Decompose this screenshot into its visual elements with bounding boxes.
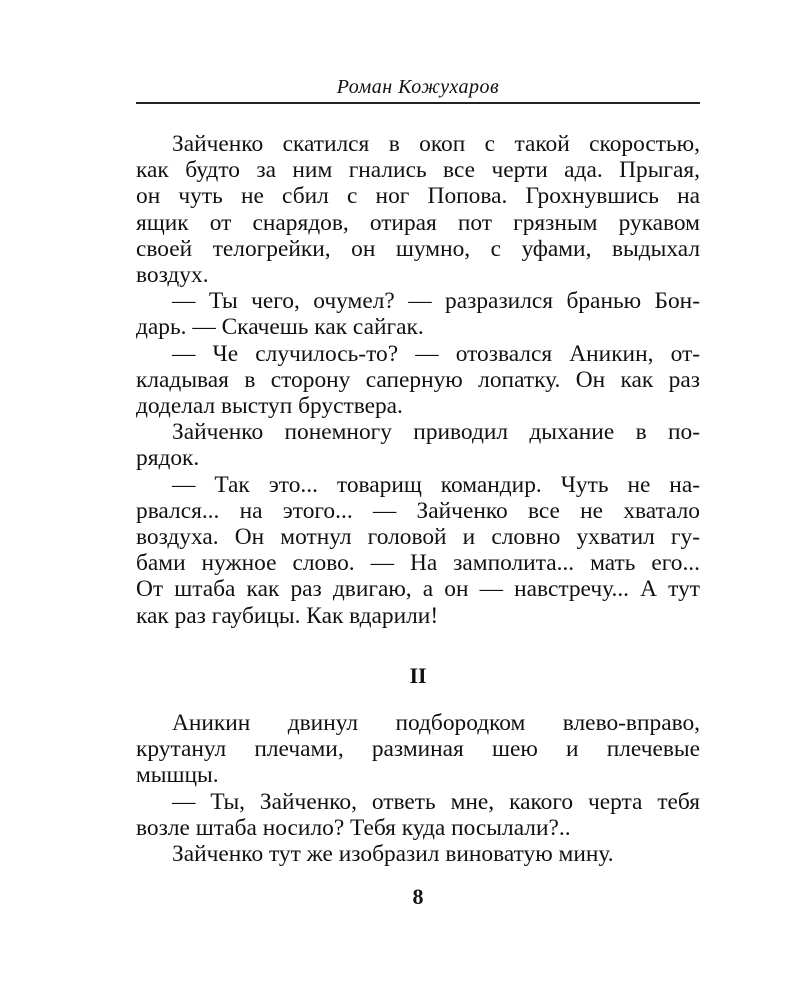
text-line: — Ты чего, очумел? — разразился бранью Бон- xyxy=(172,288,700,315)
text-line: — Че случилось-то? — отозвался Аникин, от- xyxy=(172,340,700,367)
text-line: — Ты, Зайченко, ответь мне, какого черта тебя xyxy=(172,788,700,815)
text-line: воздух. xyxy=(136,262,209,289)
text-line: Зайченко скатился в окоп с такой скоростью, xyxy=(172,131,700,157)
text-line: как будто за ним гнались все черти ада. Прыгая, xyxy=(136,157,700,184)
text-line: мышцы. xyxy=(136,762,219,789)
text-line: воздуха. Он мотнул головой и словно ухватил гу- xyxy=(136,524,700,551)
text-line: Зайченко тут же изобразил виноватую мину. xyxy=(172,841,614,868)
page-number: 8 xyxy=(412,884,424,909)
text-line: Зайченко понемногу приводил дыхание в по- xyxy=(172,419,700,446)
text-line: возле штаба носило? Тебя куда посылали?.. xyxy=(136,814,571,841)
text-line: ящик от снарядов, отирая пот грязным рукавом xyxy=(136,209,700,236)
text-line: — Так это... товарищ командир. Чуть не на- xyxy=(172,471,700,498)
text-line: как раз гаубицы. Как вдарили! xyxy=(136,602,439,629)
body-text-bottom xyxy=(136,710,700,867)
text-line: рядок. xyxy=(136,445,200,472)
header-rule xyxy=(136,102,700,104)
text-line: своей телогрейки, он шумно, с уфами, выдыхал xyxy=(136,235,700,262)
body-text-top xyxy=(136,131,700,629)
text-line: дарь. — Скачешь как сайгак. xyxy=(136,314,424,341)
text-line: От штаба как раз двигаю, а он — навстречу... А тут xyxy=(136,576,700,603)
text-line: Аникин двинул подбородком влево-вправо, xyxy=(172,710,700,736)
text-line: кладывая в сторону саперную лопатку. Он как раз xyxy=(136,366,700,393)
text-line: рвался... на этого... — Зайченко все не хватало xyxy=(136,497,700,524)
running-header: Роман Кожухаров xyxy=(336,76,500,98)
text-line: он чуть не сбил с ног Попова. Грохнувшись на xyxy=(136,183,700,210)
text-line: крутанул плечами, разминая шею и плечевые xyxy=(136,736,700,763)
text-line: доделал выступ бруствера. xyxy=(136,393,403,420)
section-heading: II xyxy=(409,663,427,688)
text-line: бами нужное слово. — На замполита... мать его... xyxy=(136,550,700,577)
